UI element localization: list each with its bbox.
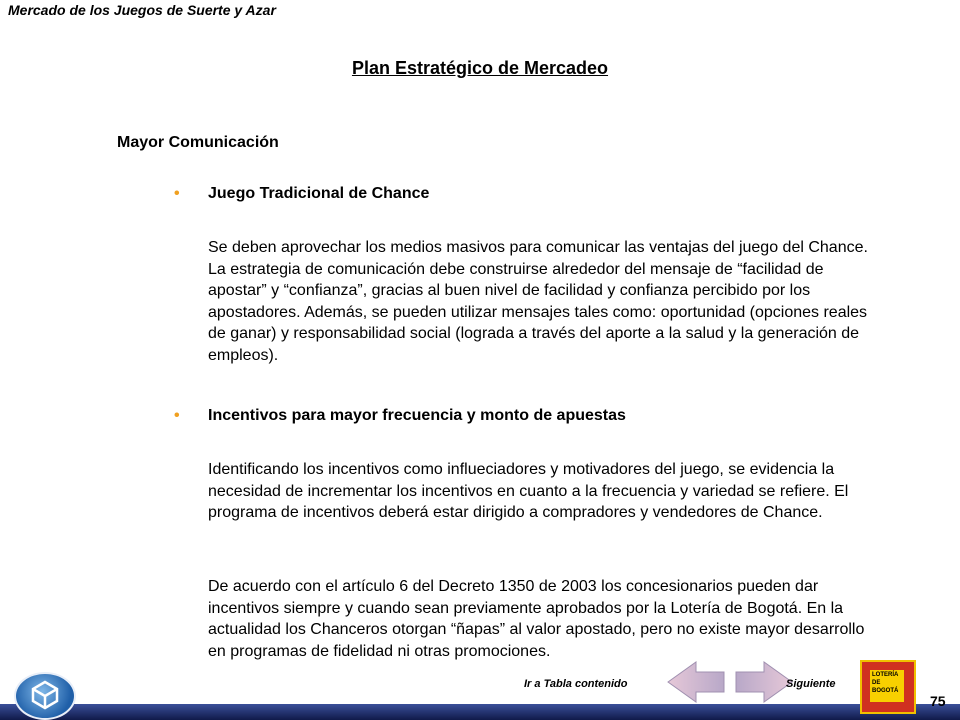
bullet-title-1: Juego Tradicional de Chance <box>208 185 430 202</box>
logo-text-2: DE <box>872 680 881 686</box>
page-number: 75 <box>930 693 946 709</box>
bullet-marker-1: • <box>174 185 180 202</box>
loteria-bogota-logo <box>860 660 916 714</box>
logo-text-1: LOTERÍA <box>872 672 899 678</box>
page-title: Plan Estratégico de Mercadeo <box>351 58 609 78</box>
bullet-title-2: Incentivos para mayor frecuencia y monto de apuestas <box>208 407 626 424</box>
paragraph-incentivos: Identificando los incentivos como influeciadores y motivadores del juego, se evidencia la necesidad de incrementar los incentivos en cuanto a la frecuencia y variedad se refiere. El programa de incentivos deberá estar dirigido a compradores y vendedores de Chance. <box>208 461 849 522</box>
paragraph-decreto: De acuerdo con el artículo 6 del Decreto 1350 de 2003 los concesionarios pueden dar incentivos siempre y cuando sean previamente aprobados por la Lotería de Bogotá. En la actualidad los Chanceros otorgan “ñapas” al valor apostado, pero no existe mayor desarrollo en programas de fidelidad ni otras promociones. <box>208 578 865 660</box>
section-heading: Mayor Comunicación <box>117 134 279 151</box>
previous-arrow-icon[interactable] <box>666 660 728 704</box>
logo-text-3: BOGOTÁ <box>872 688 899 694</box>
loteria-logo-inner <box>870 670 904 702</box>
paragraph-chance: Se deben aprovechar los medios masivos para comunicar las ventajas del juego del Chance. La estrategia de comunicación debe construirse alrededor del mensaje de “facilidad de apostar” y “confianza”, gracias al buen nivel de facilidad y confianza percibido por los apostadores. Además, se pueden utilizar mensajes tales como: oportunidad (opciones reales de ganar) y responsabilidad social (lograda a través del aporte a la salud y la generación de empleos). <box>208 239 868 364</box>
next-arrow-icon[interactable] <box>732 660 794 704</box>
next-link[interactable]: Siguiente <box>786 678 836 690</box>
bullet-marker-2: • <box>174 407 180 424</box>
organization-logo <box>14 672 76 720</box>
bottom-bar <box>0 704 960 720</box>
toc-link[interactable]: Ir a Tabla contenido <box>524 678 628 690</box>
header-doc-title: Mercado de los Juegos de Suerte y Azar <box>8 2 276 18</box>
cube-logo-icon <box>30 680 60 710</box>
